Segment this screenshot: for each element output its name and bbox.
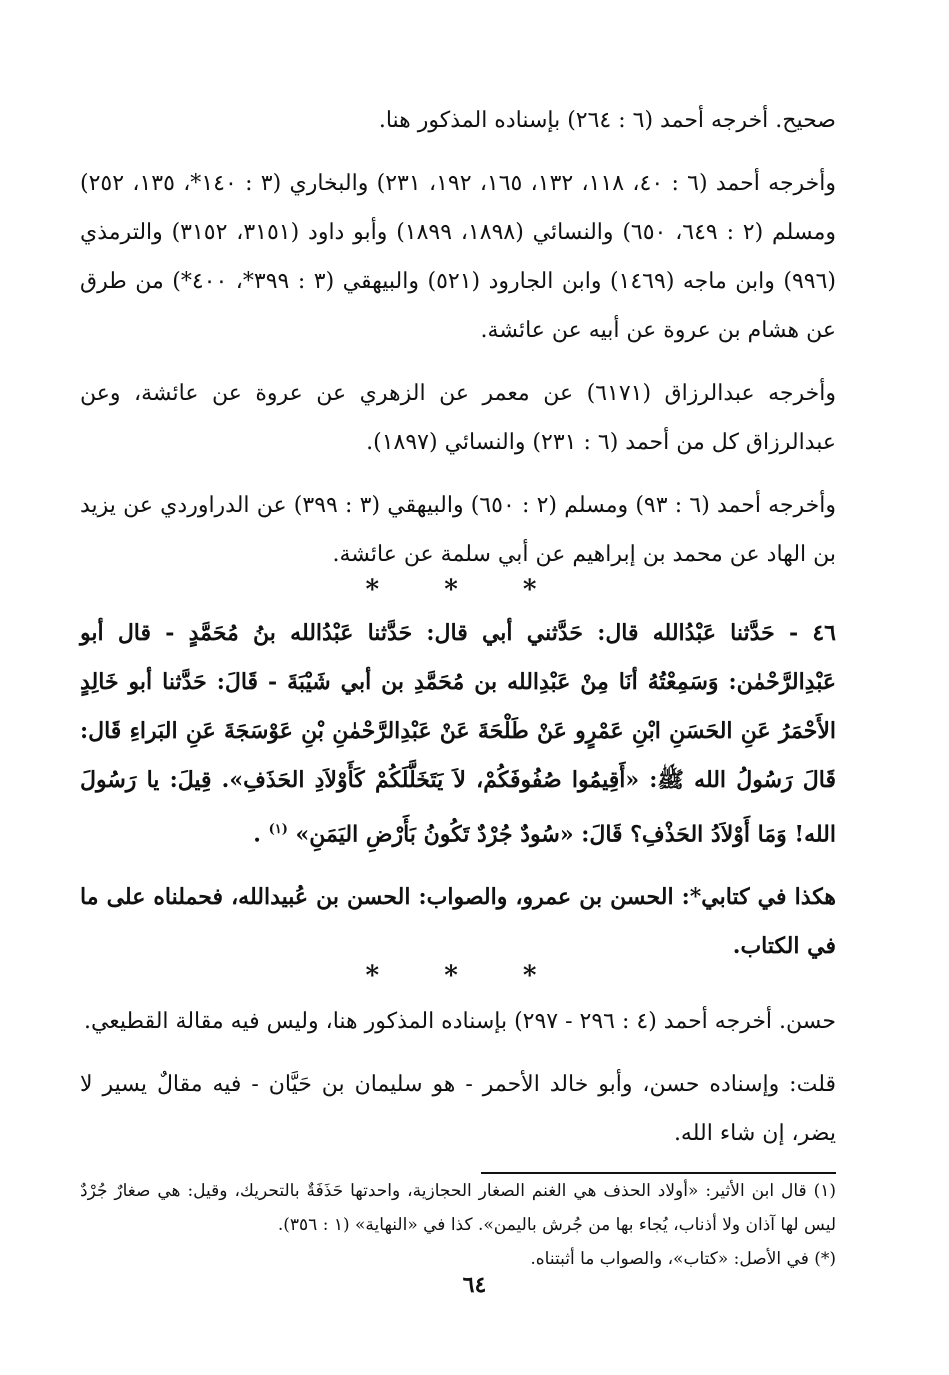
section-separator-2: * * * <box>365 961 565 992</box>
section-separator: * * * <box>365 575 565 605</box>
footnote-1: (١) قال ابن الأثير: «أولاد الحذف هي الغنم الصغار الحجازية، واحدتها حَذَفَةٌ بالتحريك، وقيل: هي صغارٌ جُرْدٌ ليس لها آذان ولا أذناب، يُجاء بها من جُرش باليمن». كذا في «النهاية» (١ : ٣٥٦). <box>80 1181 836 1236</box>
editor-note: هكذا في كتابي*: الحسن بن عمرو، والصواب: الحسن بن عُبيدالله، فحملناه على ما في الكتاب. <box>80 884 836 960</box>
footnote-marker: (١) <box>268 822 288 837</box>
paragraph-takhrij-3: وأخرجه أحمد (٦ : ٩٣) ومسلم (٢ : ٦٥٠) والبيهقي (٣ : ٣٩٩) عن الدراوردي عن يزيد بن الهاد عن محمد بن إبراهيم عن أبي سلمة عن عائشة. <box>80 493 836 567</box>
hadith-end: . <box>253 821 261 848</box>
footnote-2: (*) في الأصل: «كتاب»، والصواب ما أثبتناه. <box>530 1249 836 1270</box>
paragraph-takhrij-1: وأخرجه أحمد (٦ : ٤٠، ١١٨، ١٣٢، ١٦٥، ١٩٢، ٢٣١) والبخاري (٣ : ١٤٠*، ١٣٥، ٢٥٢) ومسلم (٢ : ٦٤٩، ٦٥٠) والنسائي (١٨٩٨، ١٨٩٩) وأبو داود (٣١٥١، ٣١٥٢) والترمذي (٩٩٦) وابن ماجه (١٤٦٩) وابن الجارود (٥٢١) والبيهقي (٣ : ٣٩٩*، ٤٠٠*) من طرق عن هشام بن عروة عن أبيه عن عائشة. <box>80 171 837 343</box>
paragraph-comment: قلت: وإسناده حسن، وأبو خالد الأحمر - هو سليمان بن حَيَّان - فيه مقالٌ يسير لا يضر، إن شاء الله. <box>80 1072 836 1147</box>
paragraph-grading-2: حسن. أخرجه أحمد (٤ : ٢٩٦ - ٢٩٧) بإسناده المذكور هنا، وليس فيه مقالة القطيعي. <box>83 1009 836 1035</box>
paragraph-grading: صحيح. أخرجه أحمد (٦ : ٢٦٤) بإسناده المذكور هنا. <box>378 108 836 133</box>
page-number: ٦٤ <box>462 1272 487 1298</box>
hadith-body: ٤٦ - حَدَّثنا عَبْدُالله قال: حَدَّثني أبي قال: حَدَّثنا عَبْدُالله بنُ مُحَمَّدٍ - قال أبو عَبْدِالرَّحْمٰن: وَسَمِعْتُهُ أنَا مِنْ عَبْدِالله بن مُحَمَّدِ بن أبي شَيْبَةَ - قَالَ: حَدَّثنا أبو خَالِدٍ الأَحْمَرُ عَنِ الحَسَنِ ابْنِ عَمْرٍو عَنْ طَلْحَةَ عَنْ عَبْدِالرَّحْمٰنِ بْنِ عَوْسَجَةَ عَنِ البَراءِ قَال: قَالَ رَسُولُ الله ﷺ: «أَقِيمُوا صُفُوفَكُمْ، لاَ يَتَخَلَّلَكُمْ كَأَوْلاَدِ الحَذَفِ». قِيلَ: يا رَسُولَ الله! وَمَا أَوْلاَدُ الحَذْفِ؟ قَالَ: «سُودٌ جُرْدٌ تَكُونُ بَأَرْضِ اليَمَنِ» <box>80 620 836 848</box>
paragraph-takhrij-2: وأخرجه عبدالرزاق (٦١٧١) عن معمر عن الزهري عن عروة عن عائشة، وعن عبدالرزاق كل من أحمد (٦ : ٢٣١) والنسائي (١٨٩٧). <box>80 381 837 455</box>
hadith-text <box>80 609 836 859</box>
